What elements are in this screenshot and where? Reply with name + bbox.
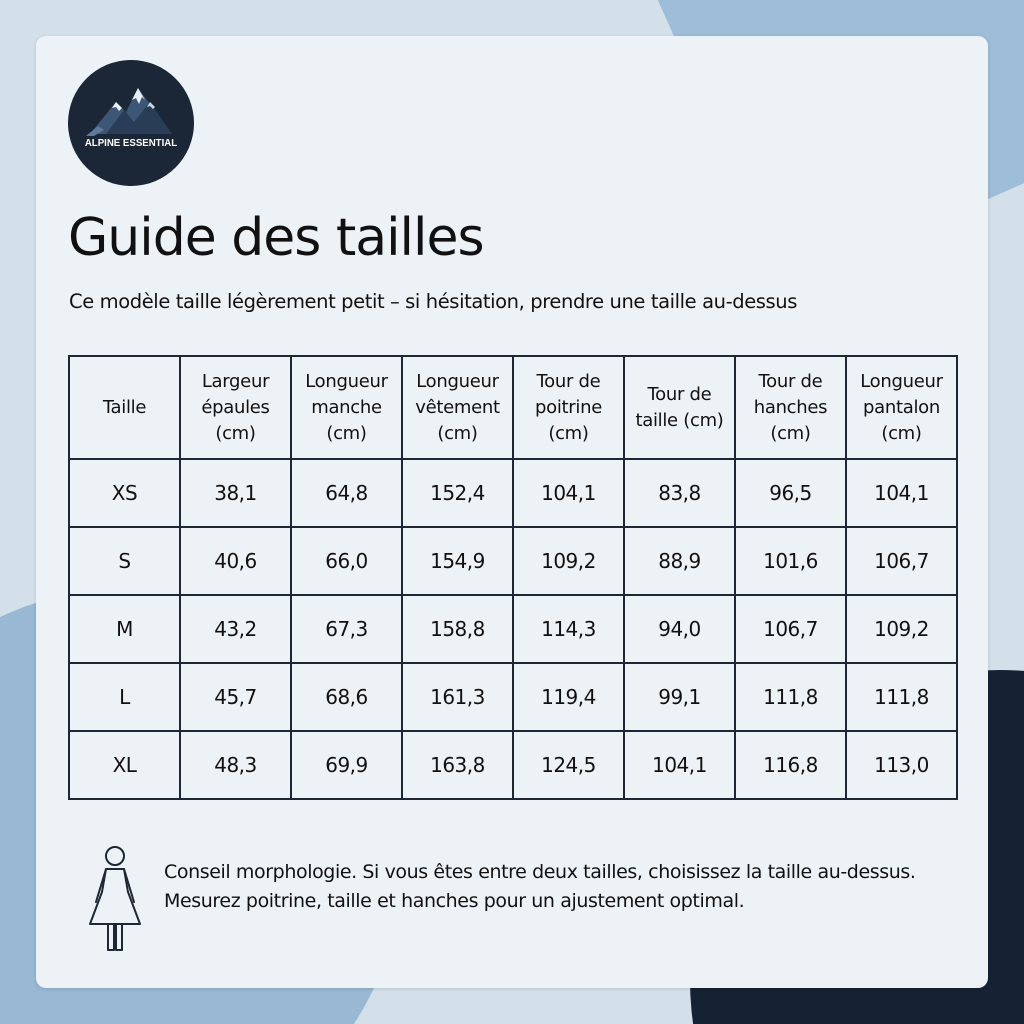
table-cell: 106,7	[846, 527, 957, 595]
table-cell: 40,6	[180, 527, 291, 595]
table-cell: 94,0	[624, 595, 735, 663]
table-row	[69, 731, 957, 799]
table-cell: 163,8	[402, 731, 513, 799]
table-cell: 45,7	[180, 663, 291, 731]
column-header: Longueur vêtement (cm)	[402, 356, 513, 459]
size-label-cell: XL	[69, 731, 180, 799]
person-icon	[88, 844, 142, 954]
size-label-cell: L	[69, 663, 180, 731]
table-cell: 96,5	[735, 459, 846, 527]
tip-text: Conseil morphologie. Si vous êtes entre deux tailles, choisissez la taille au-dessus. Mesurez poitrine, taille et hanches pour un ajustement optimal.	[164, 861, 916, 912]
size-table	[68, 355, 958, 800]
table-cell: 161,3	[402, 663, 513, 731]
table-cell: 106,7	[735, 595, 846, 663]
table-row	[69, 459, 957, 527]
table-cell: 104,1	[624, 731, 735, 799]
table-cell: 113,0	[846, 731, 957, 799]
column-header: Longueur pantalon (cm)	[846, 356, 957, 459]
table-cell: 104,1	[846, 459, 957, 527]
column-header: Tour de hanches (cm)	[735, 356, 846, 459]
table-cell: 111,8	[846, 663, 957, 731]
table-cell: 158,8	[402, 595, 513, 663]
column-header: Taille	[69, 356, 180, 459]
table-cell: 83,8	[624, 459, 735, 527]
table-cell: 66,0	[291, 527, 402, 595]
table-cell: 88,9	[624, 527, 735, 595]
column-header: Tour de taille (cm)	[624, 356, 735, 459]
table-cell: 99,1	[624, 663, 735, 731]
table-cell: 114,3	[513, 595, 624, 663]
table-cell: 124,5	[513, 731, 624, 799]
table-header-row	[69, 356, 957, 459]
table-cell: 104,1	[513, 459, 624, 527]
table-cell: 109,2	[513, 527, 624, 595]
table-cell: 64,8	[291, 459, 402, 527]
column-header: Longueur manche (cm)	[291, 356, 402, 459]
mountain-icon	[86, 80, 176, 136]
table-cell: 67,3	[291, 595, 402, 663]
table-row	[69, 527, 957, 595]
table-cell: 116,8	[735, 731, 846, 799]
size-label-cell: XS	[69, 459, 180, 527]
size-label-cell: M	[69, 595, 180, 663]
table-cell: 38,1	[180, 459, 291, 527]
table-cell: 101,6	[735, 527, 846, 595]
brand-logo	[68, 60, 194, 186]
page-title: Guide des tailles	[68, 208, 484, 268]
table-row	[69, 595, 957, 663]
brand-logo-text: ALPINE ESSENTIAL	[84, 137, 178, 149]
column-header: Tour de poitrine (cm)	[513, 356, 624, 459]
table-cell: 48,3	[180, 731, 291, 799]
table-cell: 69,9	[291, 731, 402, 799]
size-label-cell: S	[69, 527, 180, 595]
table-cell: 43,2	[180, 595, 291, 663]
table-cell: 154,9	[402, 527, 513, 595]
table-row	[69, 663, 957, 731]
table-cell: 68,6	[291, 663, 402, 731]
table-cell: 109,2	[846, 595, 957, 663]
table-cell: 152,4	[402, 459, 513, 527]
column-header: Largeur épaules (cm)	[180, 356, 291, 459]
morphology-tip	[88, 844, 958, 954]
table-cell: 111,8	[735, 663, 846, 731]
size-guide-card	[36, 36, 988, 988]
table-cell: 119,4	[513, 663, 624, 731]
page-subtitle: Ce modèle taille légèrement petit – si hésitation, prendre une taille au-dessus	[69, 290, 798, 313]
